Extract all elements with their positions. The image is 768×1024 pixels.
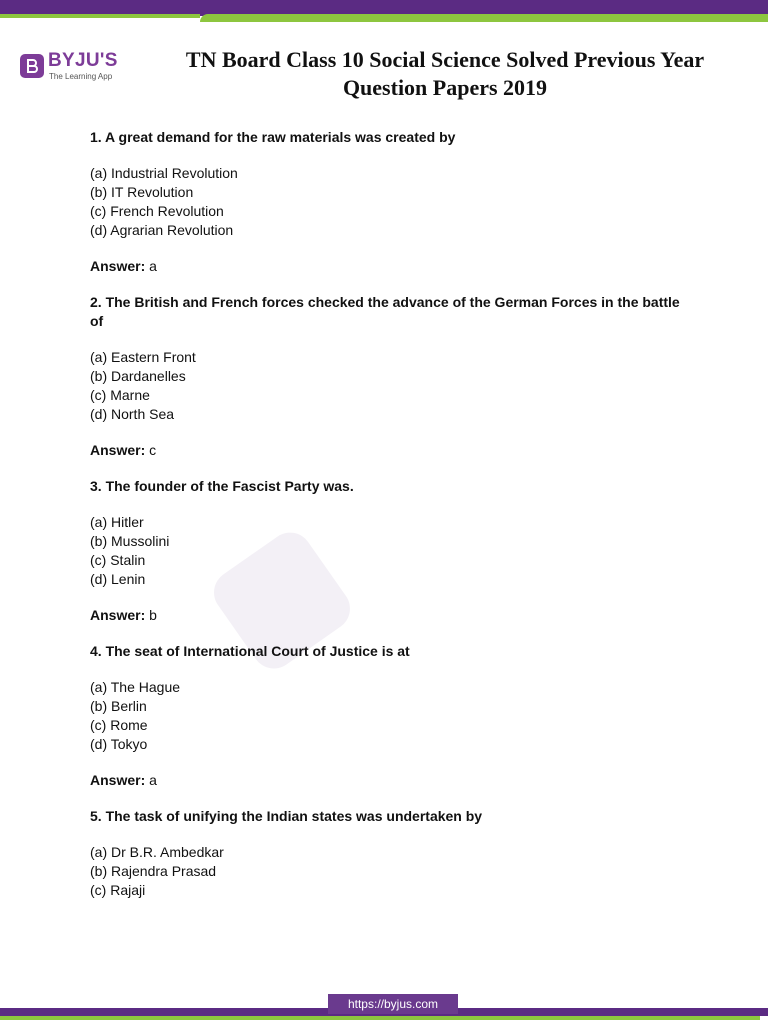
option: (c) Rajaji bbox=[90, 882, 146, 898]
option: (d) Agrarian Revolution bbox=[90, 222, 234, 238]
question-text: 5. The task of unifying the Indian states was undertaken by bbox=[90, 808, 483, 824]
option: (b) Berlin bbox=[90, 698, 147, 714]
question-text: 1. A great demand for the raw materials was created by bbox=[90, 129, 456, 145]
answer-label: Answer: bbox=[90, 258, 146, 274]
answer-value: c bbox=[149, 442, 157, 458]
logo-text: BYJU'S bbox=[48, 50, 118, 71]
answer-value: a bbox=[149, 772, 157, 788]
option: (c) French Revolution bbox=[90, 203, 224, 219]
option: (a) Eastern Front bbox=[90, 349, 196, 365]
option: (c) Stalin bbox=[90, 552, 146, 568]
answer-value: a bbox=[149, 258, 157, 274]
page-title-line-1: TN Board Class 10 Social Science Solved Previous Year bbox=[185, 47, 705, 72]
answer bbox=[90, 606, 690, 625]
option: (b) IT Revolution bbox=[90, 184, 194, 200]
option: (c) Rome bbox=[90, 717, 148, 733]
footer-website-link[interactable]: https://byjus.com bbox=[328, 994, 458, 1014]
option: (d) Lenin bbox=[90, 571, 146, 587]
option: (d) Tokyo bbox=[90, 736, 148, 752]
header-green-stripe bbox=[200, 14, 768, 22]
logo-subtitle: The Learning App bbox=[49, 72, 113, 81]
answer-label: Answer: bbox=[90, 607, 146, 623]
option-list bbox=[90, 164, 690, 240]
footer-green-stripe bbox=[0, 1016, 760, 1020]
option: (b) Dardanelles bbox=[90, 368, 186, 384]
option: (a) Dr B.R. Ambedkar bbox=[90, 844, 224, 860]
header-green-stripe-left bbox=[0, 14, 200, 18]
option: (c) Marne bbox=[90, 387, 150, 403]
option: (d) North Sea bbox=[90, 406, 175, 422]
question-list bbox=[90, 128, 690, 917]
logo-b-icon bbox=[20, 54, 44, 78]
question-text: 3. The founder of the Fascist Party was. bbox=[90, 478, 354, 494]
answer bbox=[90, 257, 690, 276]
option: (a) Industrial Revolution bbox=[90, 165, 238, 181]
answer bbox=[90, 771, 690, 790]
option-list bbox=[90, 513, 690, 589]
option-list bbox=[90, 843, 690, 900]
question-text: 2. The British and French forces checked the advance of the German Forces in the battle of bbox=[90, 294, 680, 329]
answer-label: Answer: bbox=[90, 442, 146, 458]
footer bbox=[0, 994, 768, 1024]
question-text: 4. The seat of International Court of Justice is at bbox=[90, 643, 410, 659]
answer-label: Answer: bbox=[90, 772, 146, 788]
question-block bbox=[90, 293, 690, 460]
byjus-logo bbox=[20, 50, 140, 90]
question-block bbox=[90, 807, 690, 900]
option: (b) Rajendra Prasad bbox=[90, 863, 217, 879]
option: (a) The Hague bbox=[90, 679, 181, 695]
option: (a) Hitler bbox=[90, 514, 144, 530]
question-block bbox=[90, 642, 690, 790]
answer-value: b bbox=[149, 607, 157, 623]
option: (b) Mussolini bbox=[90, 533, 170, 549]
page-title-line-2: Question Papers 2019 bbox=[342, 75, 548, 100]
question-block bbox=[90, 477, 690, 625]
question-block bbox=[90, 128, 690, 276]
answer bbox=[90, 441, 690, 460]
option-list bbox=[90, 348, 690, 424]
page-title bbox=[160, 46, 730, 102]
option-list bbox=[90, 678, 690, 754]
header-band bbox=[0, 0, 768, 24]
